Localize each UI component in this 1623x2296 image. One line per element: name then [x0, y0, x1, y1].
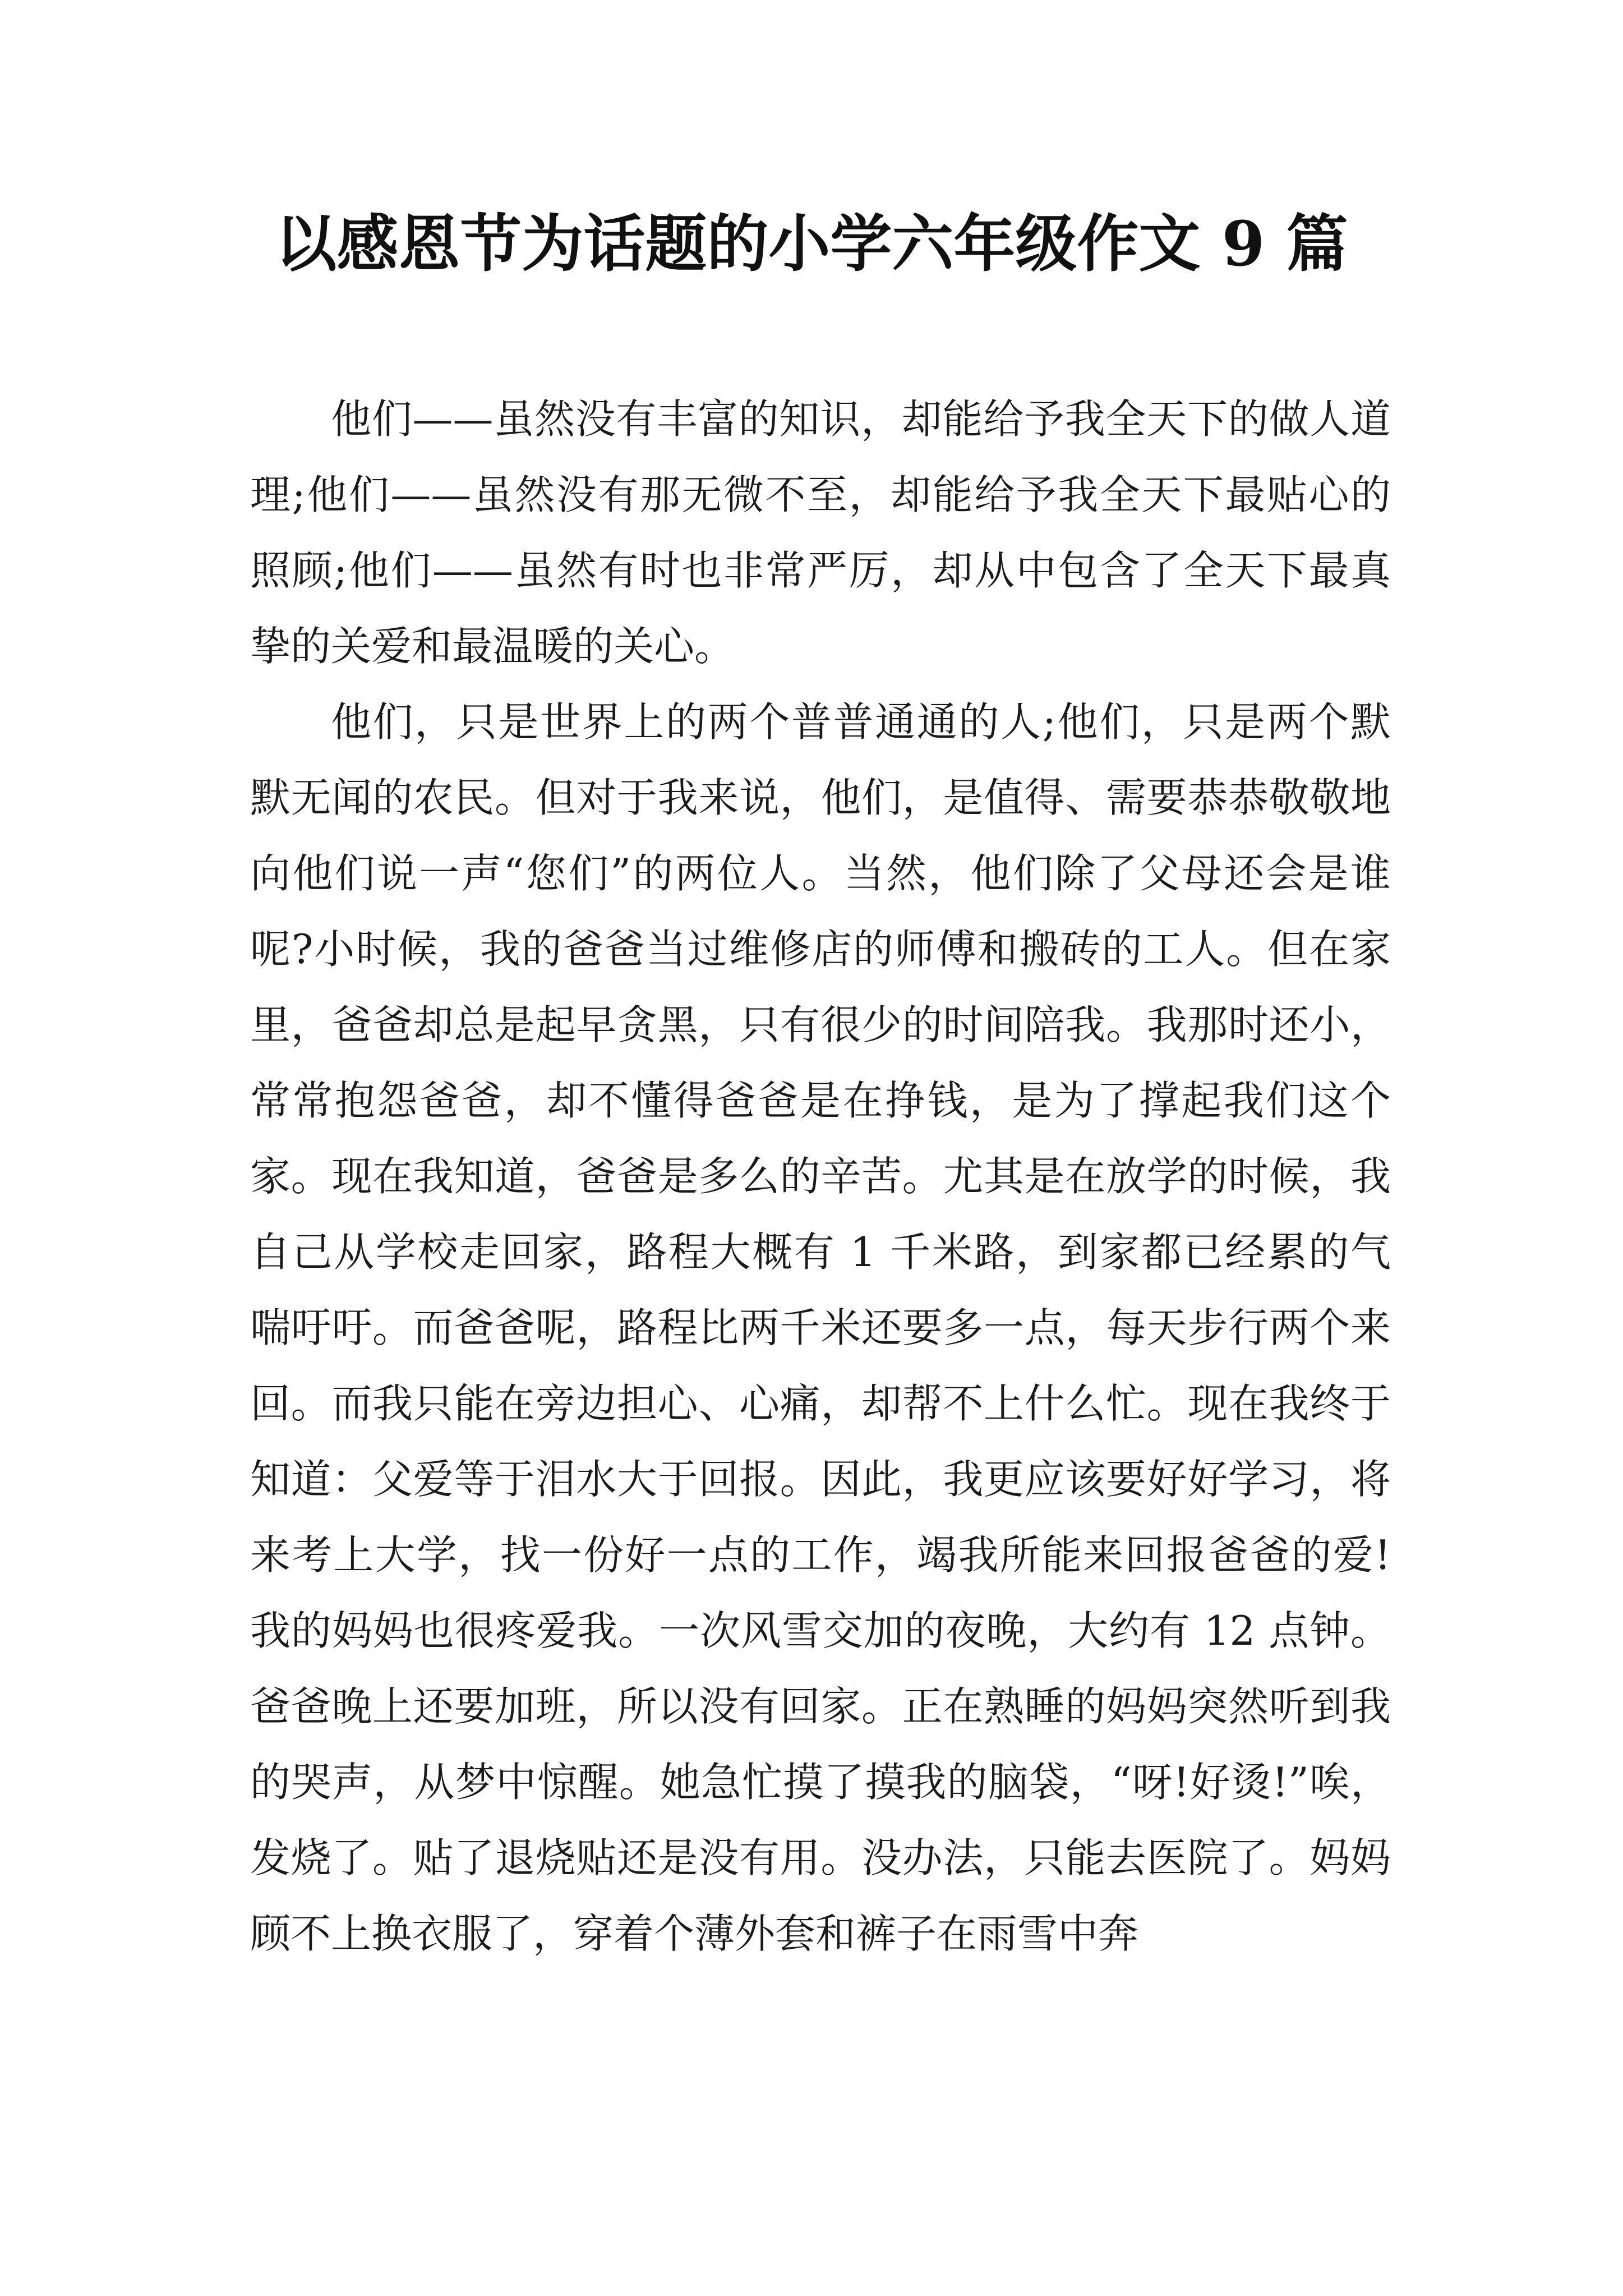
paragraph: 他们——虽然没有丰富的知识，却能给予我全天下的做人道理;他们——虽然没有那无微不至，却能给予我全天下最贴心的照顾;他们——虽然有时也非常严厉，却从中包含了全天下最真挚的关爱和最温暖的关心。 [250, 395, 1391, 670]
document-title: 以感恩节为话题的小学六年级作文 9 篇 [275, 208, 1348, 280]
document-body [250, 381, 1391, 1972]
paragraph: 他们，只是世界上的两个普普通通的人;他们，只是两个默默无闻的农民。但对于我来说，他们，是值得、需要恭恭敬敬地向他们说一声“您们”的两位人。当然，他们除了父母还会是谁呢?小时候，我的爸爸当过维修店的师傅和搬砖的工人。但在家里，爸爸却总是起早贪黑，只有很少的时间陪我。我那时还小，常常抱怨爸爸，却不懂得爸爸是在挣钱，是为了撑起我们这个家。现在我知道，爸爸是多么的辛苦。尤其是在放学的时候，我自己从学校走回家，路程大概有 1 千米路，到家都已经累的气喘吁吁。而爸爸呢，路程比两千米还要多一点，每天步行两个来回。而我只能在旁边担心、心痛，却帮不上什么忙。现在我终于知道：父爱等于泪水大于回报。因此，我更应该要好好学习，将来考上大学，找一份好一点的工作，竭我所能来回报爸爸的爱!我的妈妈也很疼爱我。一次风雪交加的夜晚，大约有 12 点钟。爸爸晚上还要加班，所以没有回家。正在熟睡的妈妈突然听到我的哭声，从梦中惊醒。她急忙摸了摸我的脑袋，“呀!好烫!”唉，发烧了。贴了退烧贴还是没有用。没办法，只能去医院了。妈妈顾不上换衣服了，穿着个薄外套和裤子在雨雪中奔 [250, 698, 1391, 1957]
